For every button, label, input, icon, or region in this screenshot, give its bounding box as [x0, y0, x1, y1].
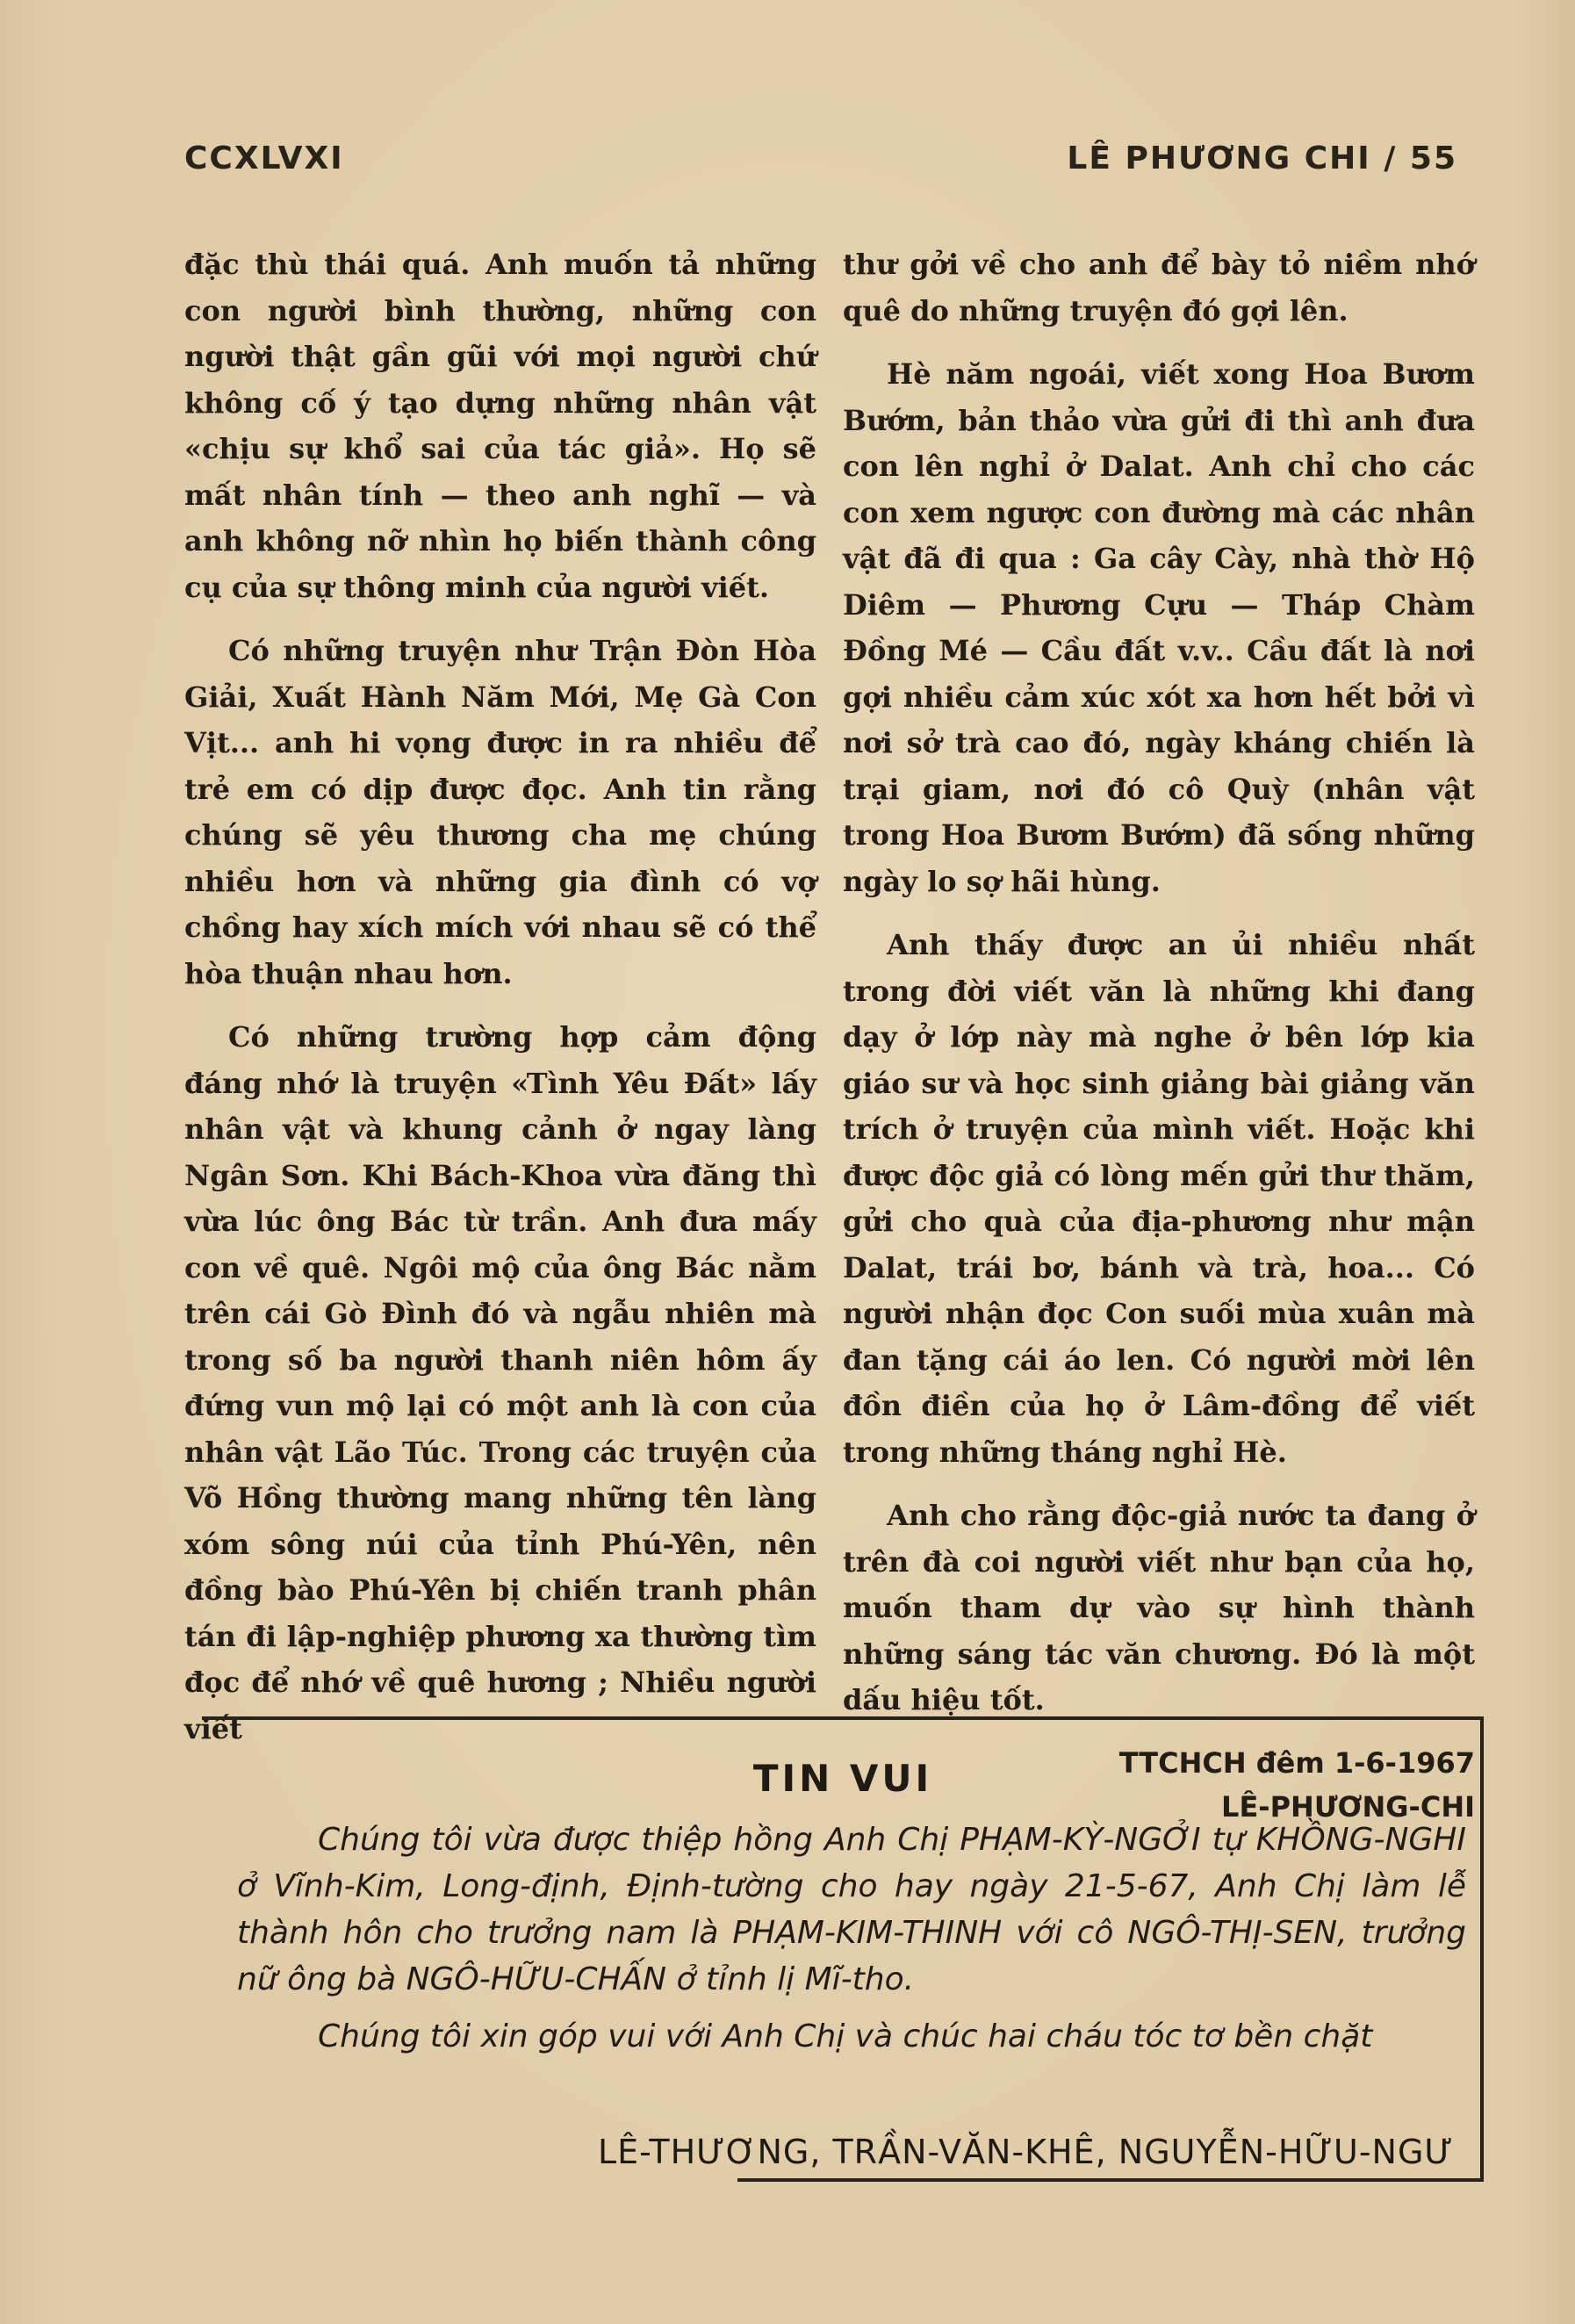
header-issue-number: CCXLVXI — [184, 140, 344, 176]
announcement-title: TIN VUI — [752, 1757, 933, 1800]
signature-date: TTCHCH đêm 1-6-1967 — [1118, 1745, 1475, 1780]
paragraph: Anh cho rằng độc-giả nước ta đang ở trên đà coi người viết như bạn của họ, muốn tham dự vào sự hình thành những sáng tác văn chương. Đó là một dấu hiệu tốt. — [843, 1499, 1475, 1716]
announcement-box — [202, 1716, 1484, 2182]
running-header — [184, 140, 1457, 193]
left-column — [184, 241, 816, 1769]
announcement-signers: LÊ-THƯƠNG, TRẦN-VĂN-KHÊ, NGUYỄN-HỮU-NGƯ — [597, 2133, 1454, 2171]
header-author-page: LÊ PHƯƠNG CHI / 55 — [1067, 140, 1457, 176]
signature-author: LÊ-PHƯƠNG-CHI — [1221, 1789, 1475, 1824]
paragraph: Anh thấy được an ủi nhiều nhất trong đời viết văn là những khi đang dạy ở lớp này mà nghe ở bên lớp kia giáo sư và học sinh giảng bài giảng văn trích ở truyện của mình viết. Hoặc khi được độc giả có lòng mến gửi thư thăm, gửi cho quà của địa-phương như mận Dalat, trái bơ, bánh và trà, hoa... Có người nhận đọc Con suối mùa xuân mà đan tặng cái áo len. Có người mời lên đồn điền của họ ở Lâm-đồng để viết trong những tháng nghỉ Hè. — [843, 928, 1475, 1469]
paragraph: Hè năm ngoái, viết xong Hoa Bươm Bướm, bản thảo vừa gửi đi thì anh đưa con lên nghỉ ở Dalat. Anh chỉ cho các con xem ngược con đường mà các nhân vật đã đi qua : Ga cây Cày, nhà thờ Hộ Diêm — Phương Cựu — Tháp Chàm Đồng Mé — Cầu đất v.v.. Cầu đất là nơi gợi nhiều cảm xúc xót xa hơn hết bởi vì nơi sở trà cao đó, ngày kháng chiến là trại giam, nơi đó cô Quỳ (nhân vật trong Hoa Bươm Bướm) đã sống những ngày lo sợ hãi hùng. — [843, 357, 1475, 898]
announcement-rule — [737, 2178, 1480, 2182]
paragraph: thư gởi về cho anh để bày tỏ niềm nhớ quê do những truyện đó gợi lên. — [843, 248, 1475, 327]
right-column — [843, 241, 1475, 1829]
announcement-paragraph: Chúng tôi vừa được thiệp hồng Anh Chị PHẠM-KỲ-NGỞI tự KHỒNG-NGHI ở Vĩnh-Kim, Long-định, Định-tường cho hay ngày 21-5-67, Anh Chị làm lễ thành hôn cho trưởng nam là PHẠM-KIM-THINH với cô NGÔ-THỊ-SEN, trưởng nữ ông bà NGÔ-HỮU-CHẤN ở tỉnh lị Mĩ-tho. — [237, 1822, 1466, 1997]
paragraph: Có những trường hợp cảm động đáng nhớ là truyện «Tình Yêu Đất» lấy nhân vật và khung cảnh ở ngay làng Ngân Sơn. Khi Bách-Khoa vừa đăng thì vừa lúc ông Bác từ trần. Anh đưa mấy con về quê. Ngôi mộ của ông Bác nằm trên cái Gò Đình đó và ngẫu nhiên mà trong số ba người thanh niên hôm ấy đứng vun mộ lại có một anh là con của nhân vật Lão Túc. Trong các truyện của Võ Hồng thường mang những tên làng xóm sông núi của tỉnh Phú-Yên, nên đồng bào Phú-Yên bị chiến tranh phân tán đi lập-nghiệp phương xa thường tìm đọc để nhớ về quê hương ; Nhiều người viết — [184, 1020, 816, 1745]
announcement-paragraph: Chúng tôi xin góp vui với Anh Chị và chúc hai cháu tóc tơ bền chặt — [318, 2018, 1373, 2054]
announcement-body — [237, 1817, 1466, 2070]
paragraph: Có những truyện như Trận Đòn Hòa Giải, Xuất Hành Năm Mới, Mẹ Gà Con Vịt... anh hi vọng được in ra nhiều để trẻ em có dịp được đọc. Anh tin rằng chúng sẽ yêu thương cha mẹ chúng nhiều hơn và những gia đình có vợ chồng hay xích mích với nhau sẽ có thể hòa thuận nhau hơn. — [184, 634, 816, 990]
paragraph: đặc thù thái quá. Anh muốn tả những con người bình thường, những con người thật gần gũi với mọi người chứ không cố ý tạo dựng những nhân vật «chịu sự khổ sai của tác giả». Họ sẽ mất nhân tính — theo anh nghĩ — và anh không nỡ nhìn họ biến thành công cụ của sự thông minh của người viết. — [184, 248, 816, 604]
